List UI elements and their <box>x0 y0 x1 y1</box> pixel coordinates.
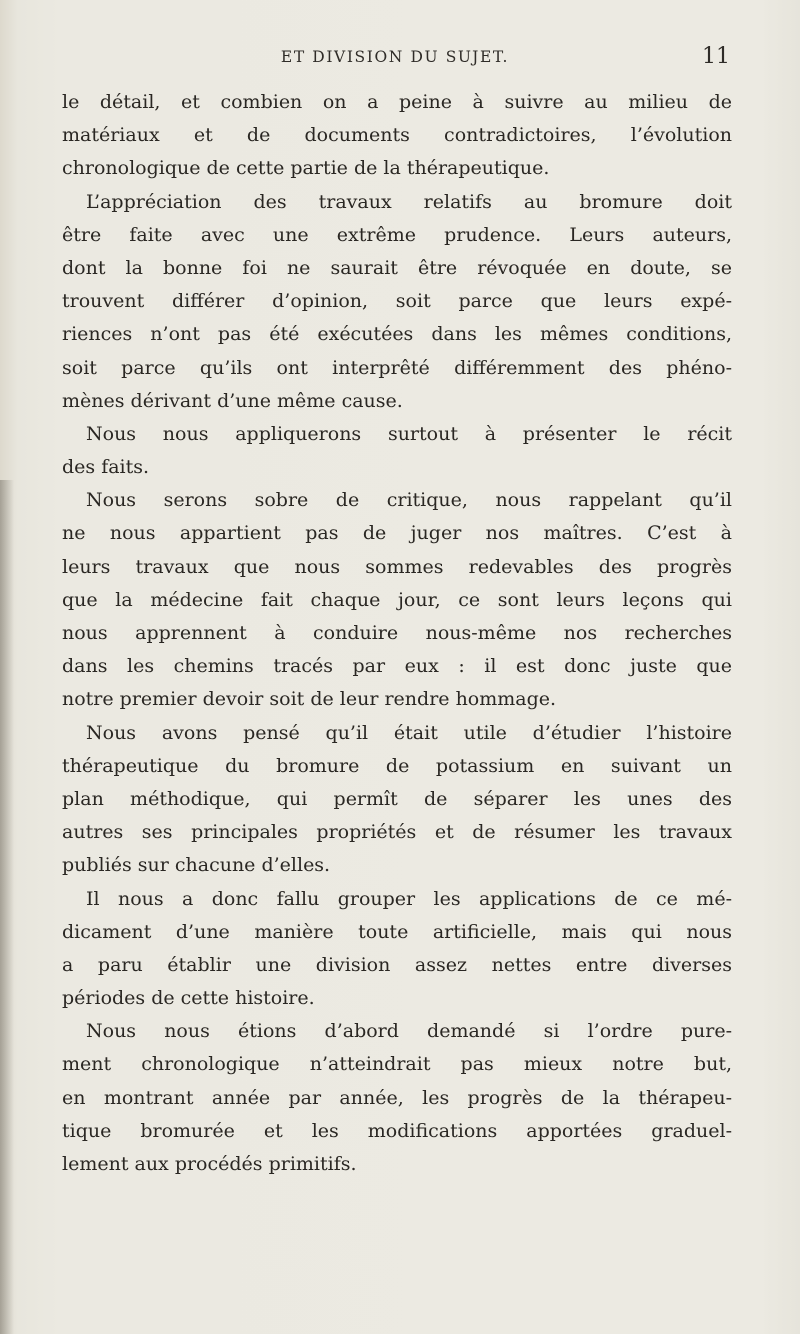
text-line: L’appréciation des travaux relatifs au bromure doit <box>86 190 732 213</box>
text-line: dicament d’une manière toute artificielle, mais qui nous <box>62 920 732 943</box>
running-header <box>60 44 730 74</box>
text-line: Il nous a donc fallu grouper les applications de ce mé- <box>86 887 732 910</box>
text-line: riences n’ont pas été exécutées dans les mêmes conditions, <box>62 323 732 346</box>
text-line: que la médecine fait chaque jour, ce sont leurs leçons qui <box>62 588 732 611</box>
text-line: chronologique de cette partie de la thérapeutique. <box>62 157 550 180</box>
text-line: trouvent différer d’opinion, soit parce que leurs expé- <box>62 290 732 313</box>
text-line: périodes de cette histoire. <box>62 987 315 1010</box>
text-line: notre premier devoir soit de leur rendre hommage. <box>62 688 557 711</box>
text-line: leurs travaux que nous sommes redevables des progrès <box>62 555 732 578</box>
text-line: être faite avec une extrême prudence. Leurs auteurs, <box>62 223 732 246</box>
text-line: des faits. <box>62 456 150 479</box>
text-line: publiés sur chacune d’elles. <box>62 854 331 877</box>
text-line: nous apprennent à conduire nous-même nos recherches <box>62 622 732 644</box>
text-line: Nous nous appliquerons surtout à présenter le récit <box>86 422 732 445</box>
text-line: lement aux procédés primitifs. <box>62 1153 357 1175</box>
text-line: Nous serons sobre de critique, nous rappelant qu’il <box>86 489 732 512</box>
text-line: ne nous appartient pas de juger nos maîtres. C’est à <box>62 522 732 545</box>
text-line: a paru établir une division assez nettes entre diverses <box>62 953 732 976</box>
text-line: le détail, et combien on a peine à suivre au milieu de <box>62 91 732 113</box>
text-line: dont la bonne foi ne saurait être révoquée en doute, se <box>62 256 732 279</box>
text-line: mènes dérivant d’une même cause. <box>62 389 403 412</box>
text-line: ment chronologique n’atteindrait pas mieux notre but, <box>62 1053 732 1076</box>
text-line: Nous nous étions d’abord demandé si l’ordre pure- <box>86 1020 732 1043</box>
text-line: en montrant année par année, les progrès de la thérapeu- <box>62 1086 732 1109</box>
text-line: tique bromurée et les modifications apportées graduel- <box>62 1119 732 1142</box>
body-text <box>62 86 732 1181</box>
text-line: soit parce qu’ils ont interprêté différemment des phéno- <box>62 356 732 379</box>
text-line: Nous avons pensé qu’il était utile d’étudier l’histoire <box>86 721 732 744</box>
text-line: dans les chemins tracés par eux : il est donc juste que <box>62 655 732 678</box>
text-line: thérapeutique du bromure de potassium en suivant un <box>62 754 732 777</box>
binding-shadow <box>0 480 14 1334</box>
page-number: 11 <box>702 44 730 69</box>
text-line: autres ses principales propriétés et de résumer les travaux <box>62 821 732 844</box>
text-line: plan méthodique, qui permît de séparer les unes des <box>62 787 732 810</box>
text-line: matériaux et de documents contradictoires, l’évolution <box>62 124 732 147</box>
running-title: ET DIVISION DU SUJET. <box>280 48 510 66</box>
